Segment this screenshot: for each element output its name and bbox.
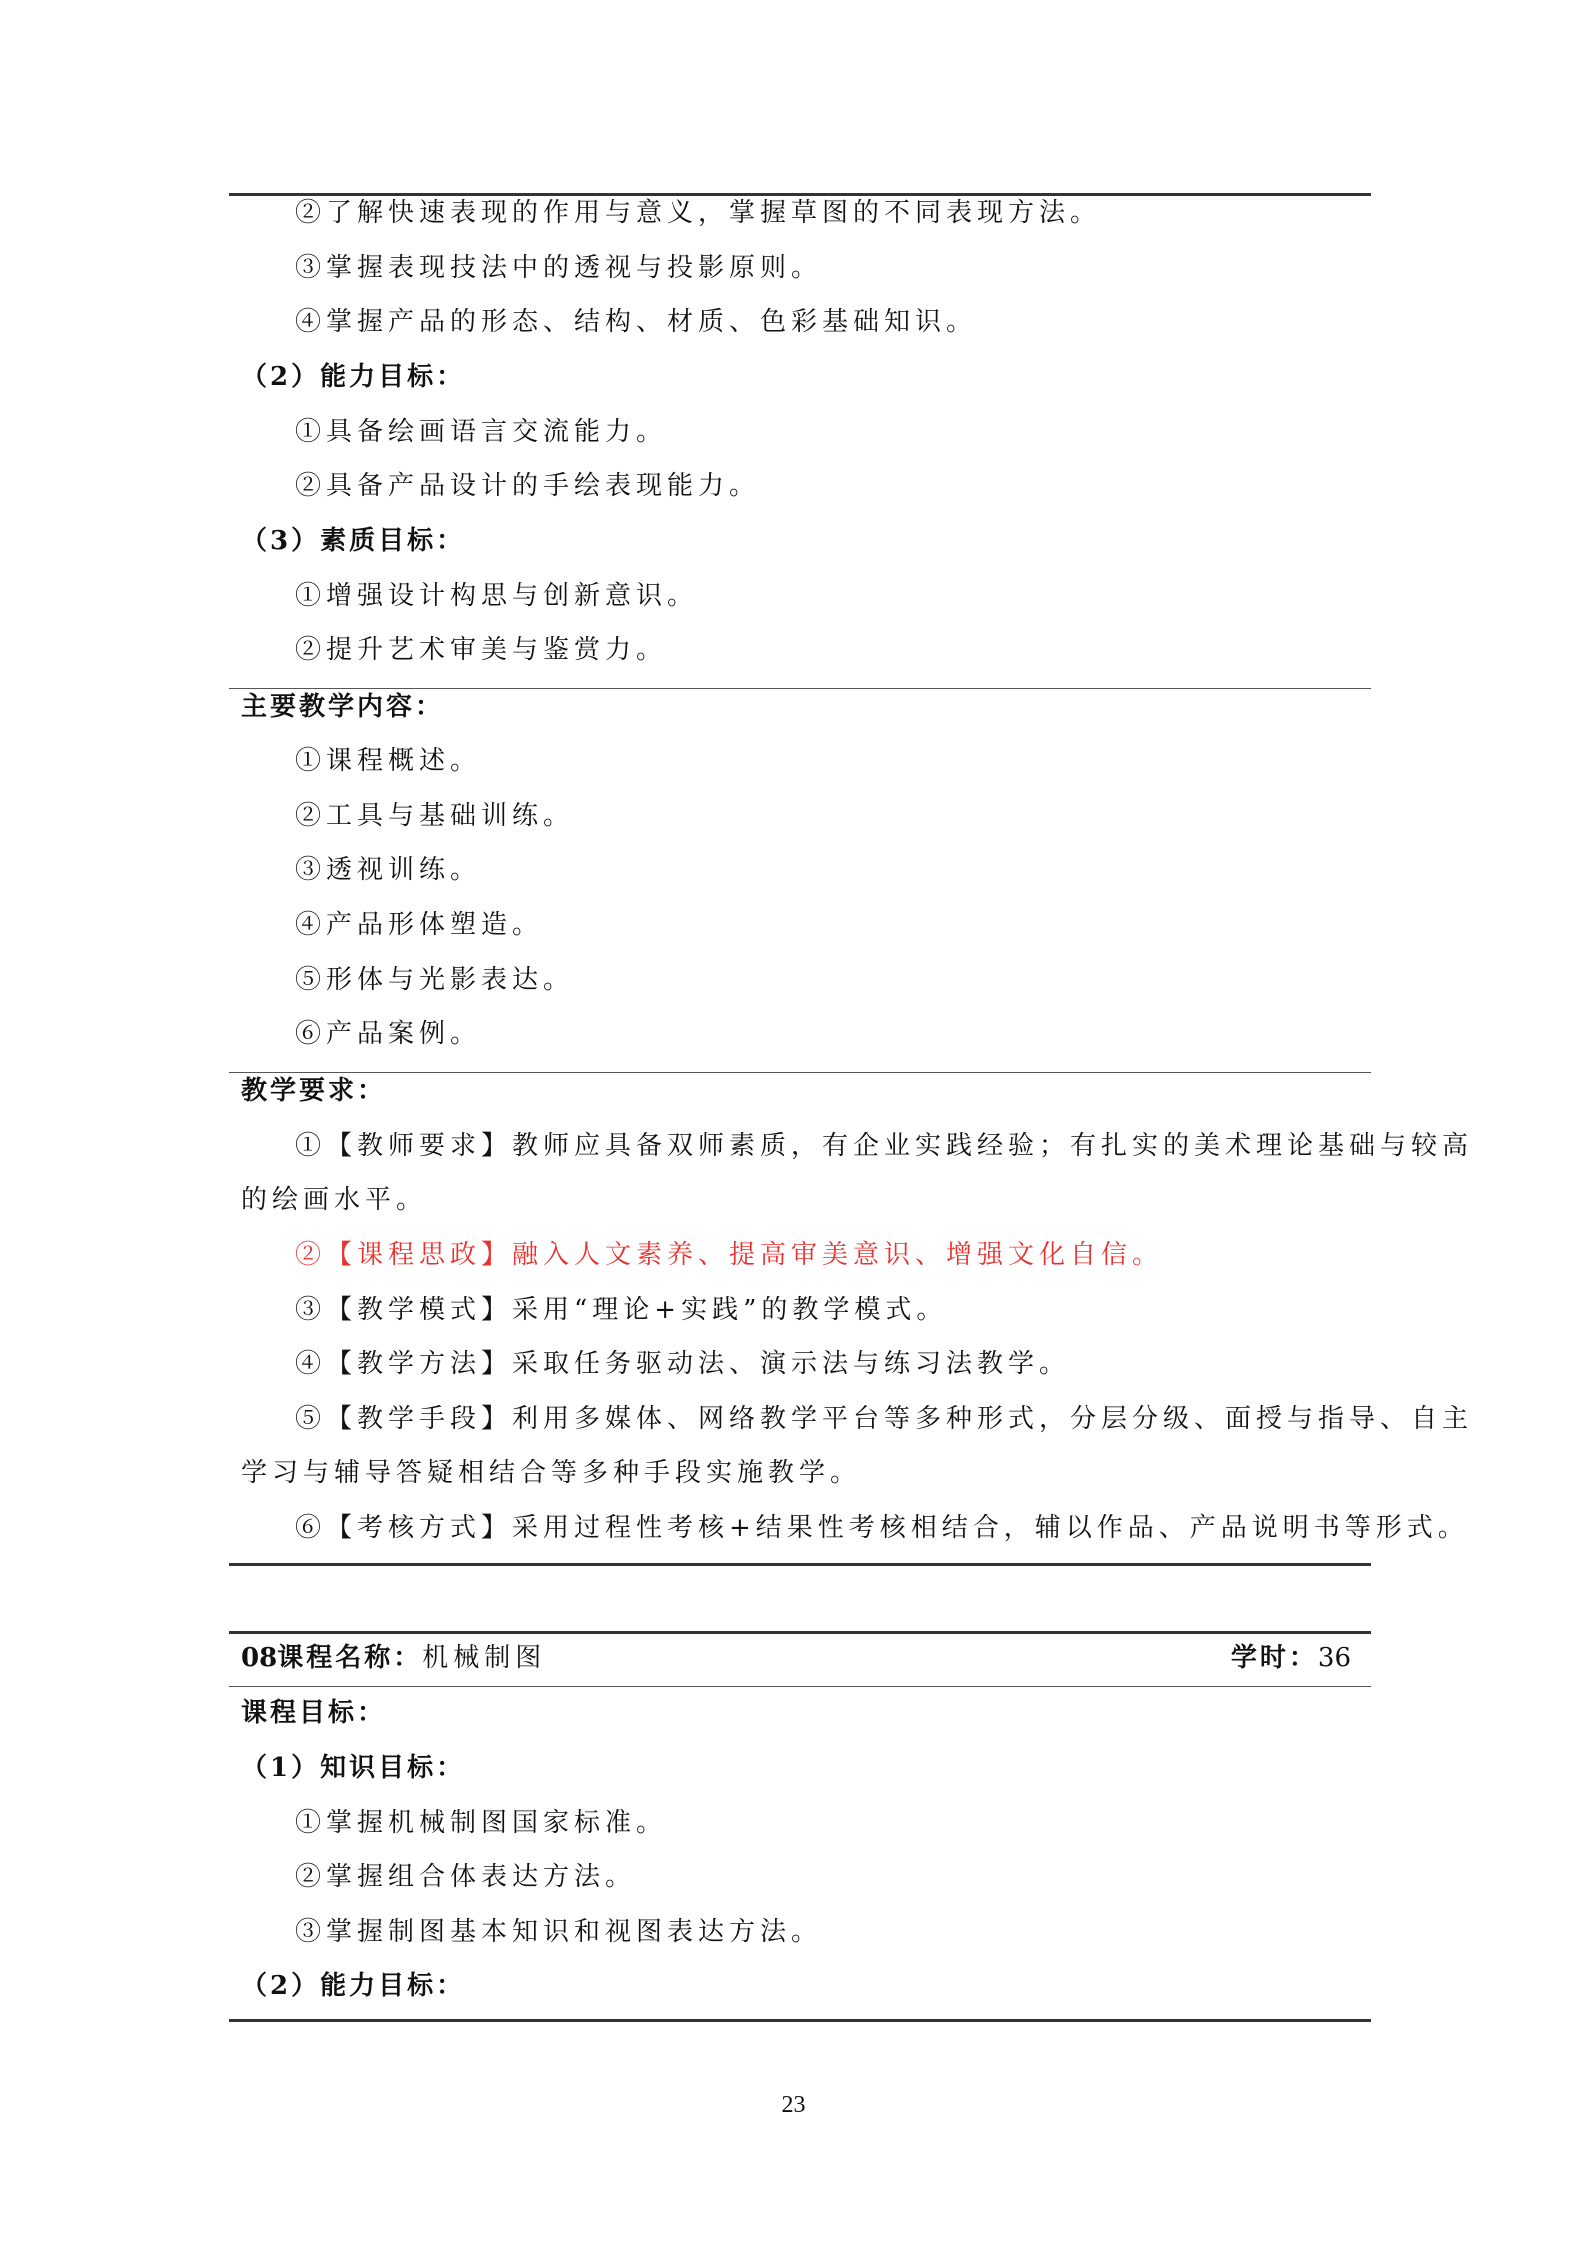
course-title-row <box>229 1631 1371 1685</box>
requirement-means-cont: 学习与辅导答疑相结合等多种手段实施教学。 <box>241 1458 862 1488</box>
content-item: ⑥产品案例。 <box>295 1019 482 1049</box>
requirements-heading: 教学要求： <box>241 1076 387 1106</box>
requirement-mode: ③【教学模式】采用“理论+实践”的教学模式。 <box>295 1295 948 1325</box>
knowledge-item: ③掌握表现技法中的透视与投影原则。 <box>295 253 823 283</box>
content-item: ⑤形体与光影表达。 <box>295 965 575 995</box>
page-number: 23 <box>781 2092 806 2118</box>
requirement-ideology: ②【课程思政】融入人文素养、提高审美意识、增强文化自信。 <box>295 1240 1164 1270</box>
requirement-means: ⑤【教学手段】利用多媒体、网络教学平台等多种形式，分层分级、面授与指导、自主 <box>295 1404 1474 1434</box>
course-hours <box>1231 1631 1351 1685</box>
course-number: 08 <box>241 1643 278 1673</box>
requirement-method: ④【教学方法】采取任务驱动法、演示法与练习法教学。 <box>295 1349 1071 1379</box>
hours-label: 学时： <box>1230 1643 1318 1673</box>
requirement-assessment: ⑥【考核方式】采用过程性考核+结果性考核相结合，辅以作品、产品说明书等形式。 <box>295 1513 1469 1543</box>
knowledge-item: ③掌握制图基本知识和视图表达方法。 <box>295 1917 823 1947</box>
knowledge-heading: （1）知识目标： <box>241 1753 466 1783</box>
quality-item: ①增强设计构思与创新意识。 <box>295 581 699 611</box>
knowledge-item: ①掌握机械制图国家标准。 <box>295 1808 668 1838</box>
quality-heading: （3）素质目标： <box>241 526 466 556</box>
knowledge-item: ②了解快速表现的作用与意义，掌握草图的不同表现方法。 <box>295 198 1102 228</box>
knowledge-item: ②掌握组合体表达方法。 <box>295 1862 637 1892</box>
content-heading: 主要教学内容： <box>241 692 445 722</box>
ability-item: ①具备绘画语言交流能力。 <box>295 417 668 447</box>
hours-value: 36 <box>1317 1643 1351 1673</box>
requirement-teacher: ①【教师要求】教师应具备双师素质，有企业实践经验；有扎实的美术理论基础与较高 <box>295 1131 1474 1161</box>
course-name: 机械制图 <box>422 1643 547 1673</box>
content-item: ②工具与基础训练。 <box>295 801 575 831</box>
content-item: ①课程概述。 <box>295 746 482 776</box>
ability-heading: （2）能力目标： <box>241 362 466 392</box>
requirement-teacher-cont: 的绘画水平。 <box>241 1185 428 1215</box>
course-name-label: 课程名称： <box>277 1643 423 1673</box>
course-table-08 <box>229 0 1474 2030</box>
content-item: ③透视训练。 <box>295 855 482 885</box>
content-item: ④产品形体塑造。 <box>295 910 544 940</box>
goal-heading: 课程目标： <box>241 1698 387 1728</box>
knowledge-item: ④掌握产品的形态、结构、材质、色彩基础知识。 <box>295 307 978 337</box>
quality-item: ②提升艺术审美与鉴赏力。 <box>295 635 668 665</box>
ability-heading: （2）能力目标： <box>241 1971 466 2001</box>
ability-item: ②具备产品设计的手绘表现能力。 <box>295 471 761 501</box>
